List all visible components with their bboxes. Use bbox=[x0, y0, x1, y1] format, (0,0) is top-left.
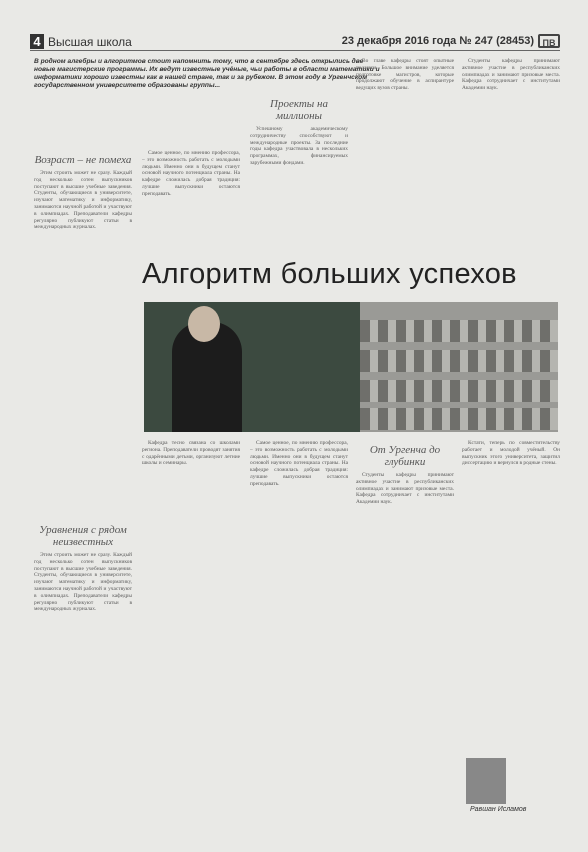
headline: Алгоритм больших успехов bbox=[142, 258, 517, 290]
column-8-text: Студенты кафедры принимают активное участие в республиканских олимпиадах и занимают призовые места. Кафедра сотрудничает с институтами Академии наук. bbox=[356, 472, 454, 506]
column-7 bbox=[250, 440, 348, 810]
column-1-text: Этим строить может не сразу. Каждый год несколько сотен выпускников поступают в высшие учебные заведения. Студенты, обучающиеся в университете, изучают математику и информатику, занимаются научной работой и участвуют в олимпиадах. Преподаватели кафедры регулярно публикуют статьи в международных журналах. bbox=[34, 170, 132, 231]
students-row bbox=[360, 320, 558, 342]
subhead-equations: Уравнения с рядом неизвестных bbox=[39, 524, 127, 548]
column-4 bbox=[356, 58, 454, 250]
column-6-text: Кафедра тесно связана со школами региона. Преподаватели проводят занятия с одарёнными детьми, организуют летние школы и семинары. bbox=[142, 440, 240, 467]
subhead-projects: Проекты на миллионы bbox=[270, 98, 328, 122]
column-4-text: Во главе кафедры стоят опытные педагоги. Большое внимание уделяется подготовке магистров, которые продолжают обучение в аспирантуре ведущих вузов страны. bbox=[356, 58, 454, 92]
newspaper-logo: ПВ bbox=[538, 34, 560, 48]
page-number: 4 bbox=[30, 34, 44, 49]
author-photo bbox=[466, 758, 506, 804]
section-name: Высшая школа bbox=[48, 35, 132, 49]
column-2-text: Самое ценное, по мнению профессора, – это возможность работать с молодыми людьми. Именно они в будущем станут основой научного потенциала страны. На кафедре сложилась добрая традиция: лучшие выпускники остаются преподавать. bbox=[142, 150, 240, 197]
intro-text: В родном алгебры и алгоритмов стоит напомнить тому, что в сентябре здесь открылись две новые магистерские программы. Их ведут известные учёные, чьи работы в области математики и информатики хорошо известны как в нашей стране, так и за рубежом. В этом году в Ургенчском государственном университете образованы группы... bbox=[34, 58, 380, 89]
professor-photo bbox=[144, 302, 360, 432]
classroom-photo bbox=[360, 302, 558, 432]
column-10 bbox=[34, 520, 132, 810]
column-9-text: Кстати, теперь по совместительству работает и молодой учёный. Он выпускник этого университета, защитил диссертацию и вернулся в родные стены. bbox=[462, 440, 560, 467]
subhead-age: Возраст – не помеха bbox=[34, 154, 132, 166]
column-2 bbox=[142, 150, 240, 250]
column-3-text: Успешному академическому сотрудничеству способствуют и международные проекты. За последние годы кафедра участвовала в нескольких программах, финансируемых зарубежными фондами. bbox=[250, 126, 348, 166]
subhead-urgench: От Ургенча до глубинки bbox=[369, 444, 441, 468]
issue-date: 23 декабря 2016 года № 247 (28453) bbox=[341, 35, 534, 47]
students-row bbox=[360, 350, 558, 372]
column-1 bbox=[34, 150, 132, 400]
column-9 bbox=[462, 440, 560, 750]
column-7-text: Самое ценное, по мнению профессора, – это возможность работать с молодыми людьми. Именно они в будущем станут основой научного потенциала страны. На кафедре сложилась добрая традиция: лучшие выпускники остаются преподавать. bbox=[250, 440, 348, 487]
professor-head bbox=[188, 306, 220, 342]
column-5 bbox=[462, 58, 560, 250]
column-3 bbox=[250, 94, 348, 250]
column-10-text: Этим строить может не сразу. Каждый год несколько сотен выпускников поступают в высшие учебные заведения. Студенты, обучающиеся в университете, изучают математику и информатику, занимаются научной работой и участвуют в олимпиадах. Преподаватели кафедры регулярно публикуют статьи в международных журналах. bbox=[34, 552, 132, 613]
author-name: Равшан Исламов bbox=[470, 806, 527, 813]
students-row bbox=[360, 408, 558, 430]
students-row bbox=[360, 380, 558, 402]
column-8 bbox=[356, 440, 454, 810]
column-6 bbox=[142, 440, 240, 810]
column-5-text: Студенты кафедры принимают активное участие в республиканских олимпиадах и занимают призовые места. Кафедра сотрудничает с институтами Академии наук. bbox=[462, 58, 560, 92]
page-header bbox=[30, 34, 560, 51]
